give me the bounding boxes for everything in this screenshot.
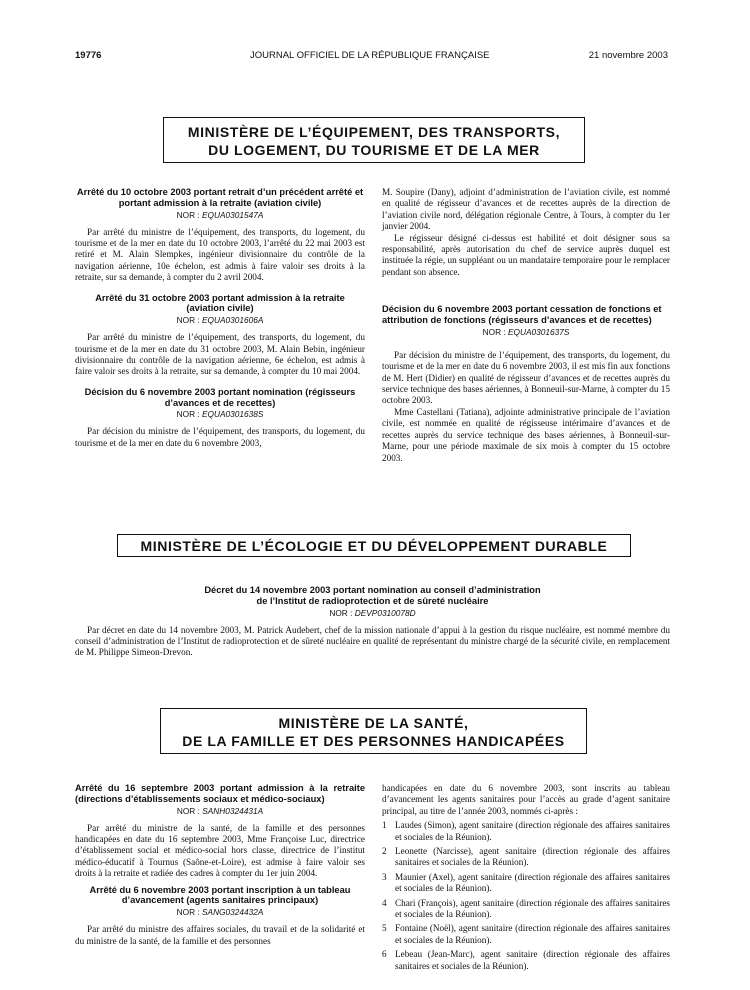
list-item: 3 Maunier (Axel), agent sanitaire (direction régionale des affaires sanitaires et sociales de la Réunion). [382,871,670,894]
act-title: Arrêté du 10 octobre 2003 portant retrait d’un précédent arrêté et portant admission à la retraite (aviation civile) [76,187,364,208]
equipement-left-column [75,187,365,449]
nor-reference: NOR : SANH0324431A [176,805,264,816]
sante-right-column [382,783,670,975]
act-body: Par arrêté du ministre de la santé, de la famille et des personnes handicapées en date du 16 septembre 2003, Mme Françoise Luc, directrice d’établissement social et médico-social hors classe, directrice de l’institut médico-éducatif à Tournus (Saône-et-Loire), est admise à faire valoir ses droits à la retraite et radiée des cadres à compter du 1er juin 2004. [75,822,365,879]
act-body: Par arrêté du ministre de l’équipement, des transports, du logement, du tourisme et de la mer en date du 10 octobre 2003, l’arrêté du 22 mai 2003 est retiré et M. Alain Slempkes, ingénieur divisionnaire du contrôle de la navigation aérienne, 10e échelon, est admis à faire valoir ses droits à la retraite, sur sa demande, à compter du 2 avril 2004. [75,226,365,283]
ministry-title-line: DU LOGEMENT, DU TOURISME ET DE LA MER [208,142,540,158]
page-number: 19776 [75,50,102,61]
ministry-title-line: MINISTÈRE DE L’ÉCOLOGIE ET DU DÉVELOPPEMENT DURABLE [140,538,608,554]
list-item: 2 Leonette (Narcisse), agent sanitaire (direction régionale des affaires sanitaires et sociales de la Réunion). [382,846,670,868]
ministry-ecologie-heading [117,534,631,557]
act-title: Décision du 6 novembre 2003 portant cessation de fonctions et attribution de fonctions (régisseurs d’avances et de recettes) [382,304,662,326]
act-body-continued: M. Soupire (Dany), adjoint d’administration de l’aviation civile, est nommé en qualité de régisseur d’avances et de recettes auprès de la direction de l’aviation civile nord, délégation régionale Centre, à Tours, à compter du 1er janvier 2004. [382,187,670,232]
act-title: Arrêté du 31 octobre 2003 portant admission à la retraite (aviation civile) [95,292,345,314]
nor-reference: NOR : SANG0324432A [176,907,264,918]
act-body: Le régisseur désigné ci-dessus est habilité et doit désigner sous sa responsabilité, après autorisation du chef de service auprès duquel est instituée la régie, un suppléant ou un mandataire temporaire pour le remplacer pendant son absence. [382,232,670,277]
ministry-title-line: MINISTÈRE DE L’ÉQUIPEMENT, DES TRANSPORTS, [187,124,561,140]
act-title [75,585,670,607]
nor-reference: NOR : EQUA0301637S [482,326,570,337]
promotion-list [382,820,670,972]
act-title: Arrêté du 16 septembre 2003 portant admission à la retraite (directions d’établissements sociaux et médico-sociaux) [75,783,365,804]
nor-reference: NOR : EQUA0301638S [176,409,264,420]
list-item: 4 Chari (François), agent sanitaire (direction régionale des affaires sanitaires et sociales de la Réunion). [382,897,670,920]
act-body: Par décision du ministre de l’équipement, des transports, du logement, du tourisme et de la mer en date du 6 novembre 2003, [75,426,365,448]
nor-reference: NOR : EQUA0301606A [176,315,264,326]
ecologie-decree [75,585,670,659]
act-body-continued: handicapées en date du 6 novembre 2003, sont inscrits au tableau d’avancement les agents sanitaires pour l’accès au grade d’agent sanitaire principal, au titre de l’année 2003, nommés ci-après : [382,783,670,816]
ministry-title-line: DE LA FAMILLE ET DES PERSONNES HANDICAPÉES [182,733,565,749]
ministry-sante-heading [160,708,587,754]
act-body: Par arrêté du ministre de l’équipement, des transports, du logement, du tourisme et de la mer en date du 31 octobre 2003, M. Alain Bebin, ingénieur divisionnaire du contrôle de la navigation aérienne, 6e échelon, est admis à faire valoir ses droits à la retraite, sur sa demande, à compter du 10 mai 2004. [75,332,365,377]
act-title: Décision du 6 novembre 2003 portant nomination (régisseurs d’avances et de recettes) [84,386,356,408]
act-title-line: Décret du 14 novembre 2003 portant nomination au conseil d’administration [204,585,541,595]
list-item: 1 Laudes (Simon), agent sanitaire (direction régionale des affaires sanitaires et sociales de la Réunion). [382,820,670,842]
equipement-right-column [382,187,670,464]
ministry-title-line: MINISTÈRE DE LA SANTÉ, [278,715,469,731]
act-body: Par décision du ministre de l’équipement, des transports, du logement, du tourisme et de la mer en date du 6 novembre 2003, il est mis fin aux fonctions de M. Hert (Didier) en qualité de régisseur d’avances et de recettes auprès du service technique des bases aériennes, à Bonneuil-sur-Marne, à compter du 15 octobre 2003. [382,349,670,406]
nor-reference: NOR : EQUA0301547A [176,209,264,220]
nor-reference: NOR : DEVP0310078D [329,607,416,618]
list-item: 5 Fontaine (Noël), agent sanitaire (direction régionale des affaires sanitaires et sociales de la Réunion). [382,923,670,945]
act-body: Mme Castellani (Tatiana), adjointe administrative principale de l’aviation civile, est nommée en qualité de régisseuse intérimaire d’avances et de recettes auprès du service technique des bases aériennes, à Bonneuil-sur-Marne, pour une période maximale de six mois à compter du 15 octobre 2003. [382,406,670,463]
act-title-line: de l’Institut de radioprotection et de sûreté nucléaire [256,595,489,606]
act-title: Arrêté du 6 novembre 2003 portant inscription à un tableau d’avancement (agents sanitaires principaux) [89,884,351,906]
ministry-equipement-heading [163,117,585,163]
list-item: 6 Lebeau (Jean-Marc), agent sanitaire (direction régionale des affaires sanitaires et sociales de la Réunion). [382,949,670,971]
issue-date: 21 novembre 2003 [588,50,668,61]
page-header [75,50,668,64]
act-body: Par arrêté du ministre des affaires sociales, du travail et de la solidarité et du ministre de la santé, de la famille et des personnes [75,924,365,946]
journal-title: JOURNAL OFFICIEL DE LA RÉPUBLIQUE FRANÇAISE [250,50,490,61]
act-body: Par décret en date du 14 novembre 2003, M. Patrick Audebert, chef de la mission nationale d’appui à la gestion du risque nucléaire, est nommé membre du conseil d’administration de l’Institut de radioprotection et de sûreté nucléaire en qualité de représentant du ministre chargé de la sécurité civile, en remplacement de M. Philippe Simeon-Drevon. [75,624,670,658]
sante-left-column [75,783,365,947]
